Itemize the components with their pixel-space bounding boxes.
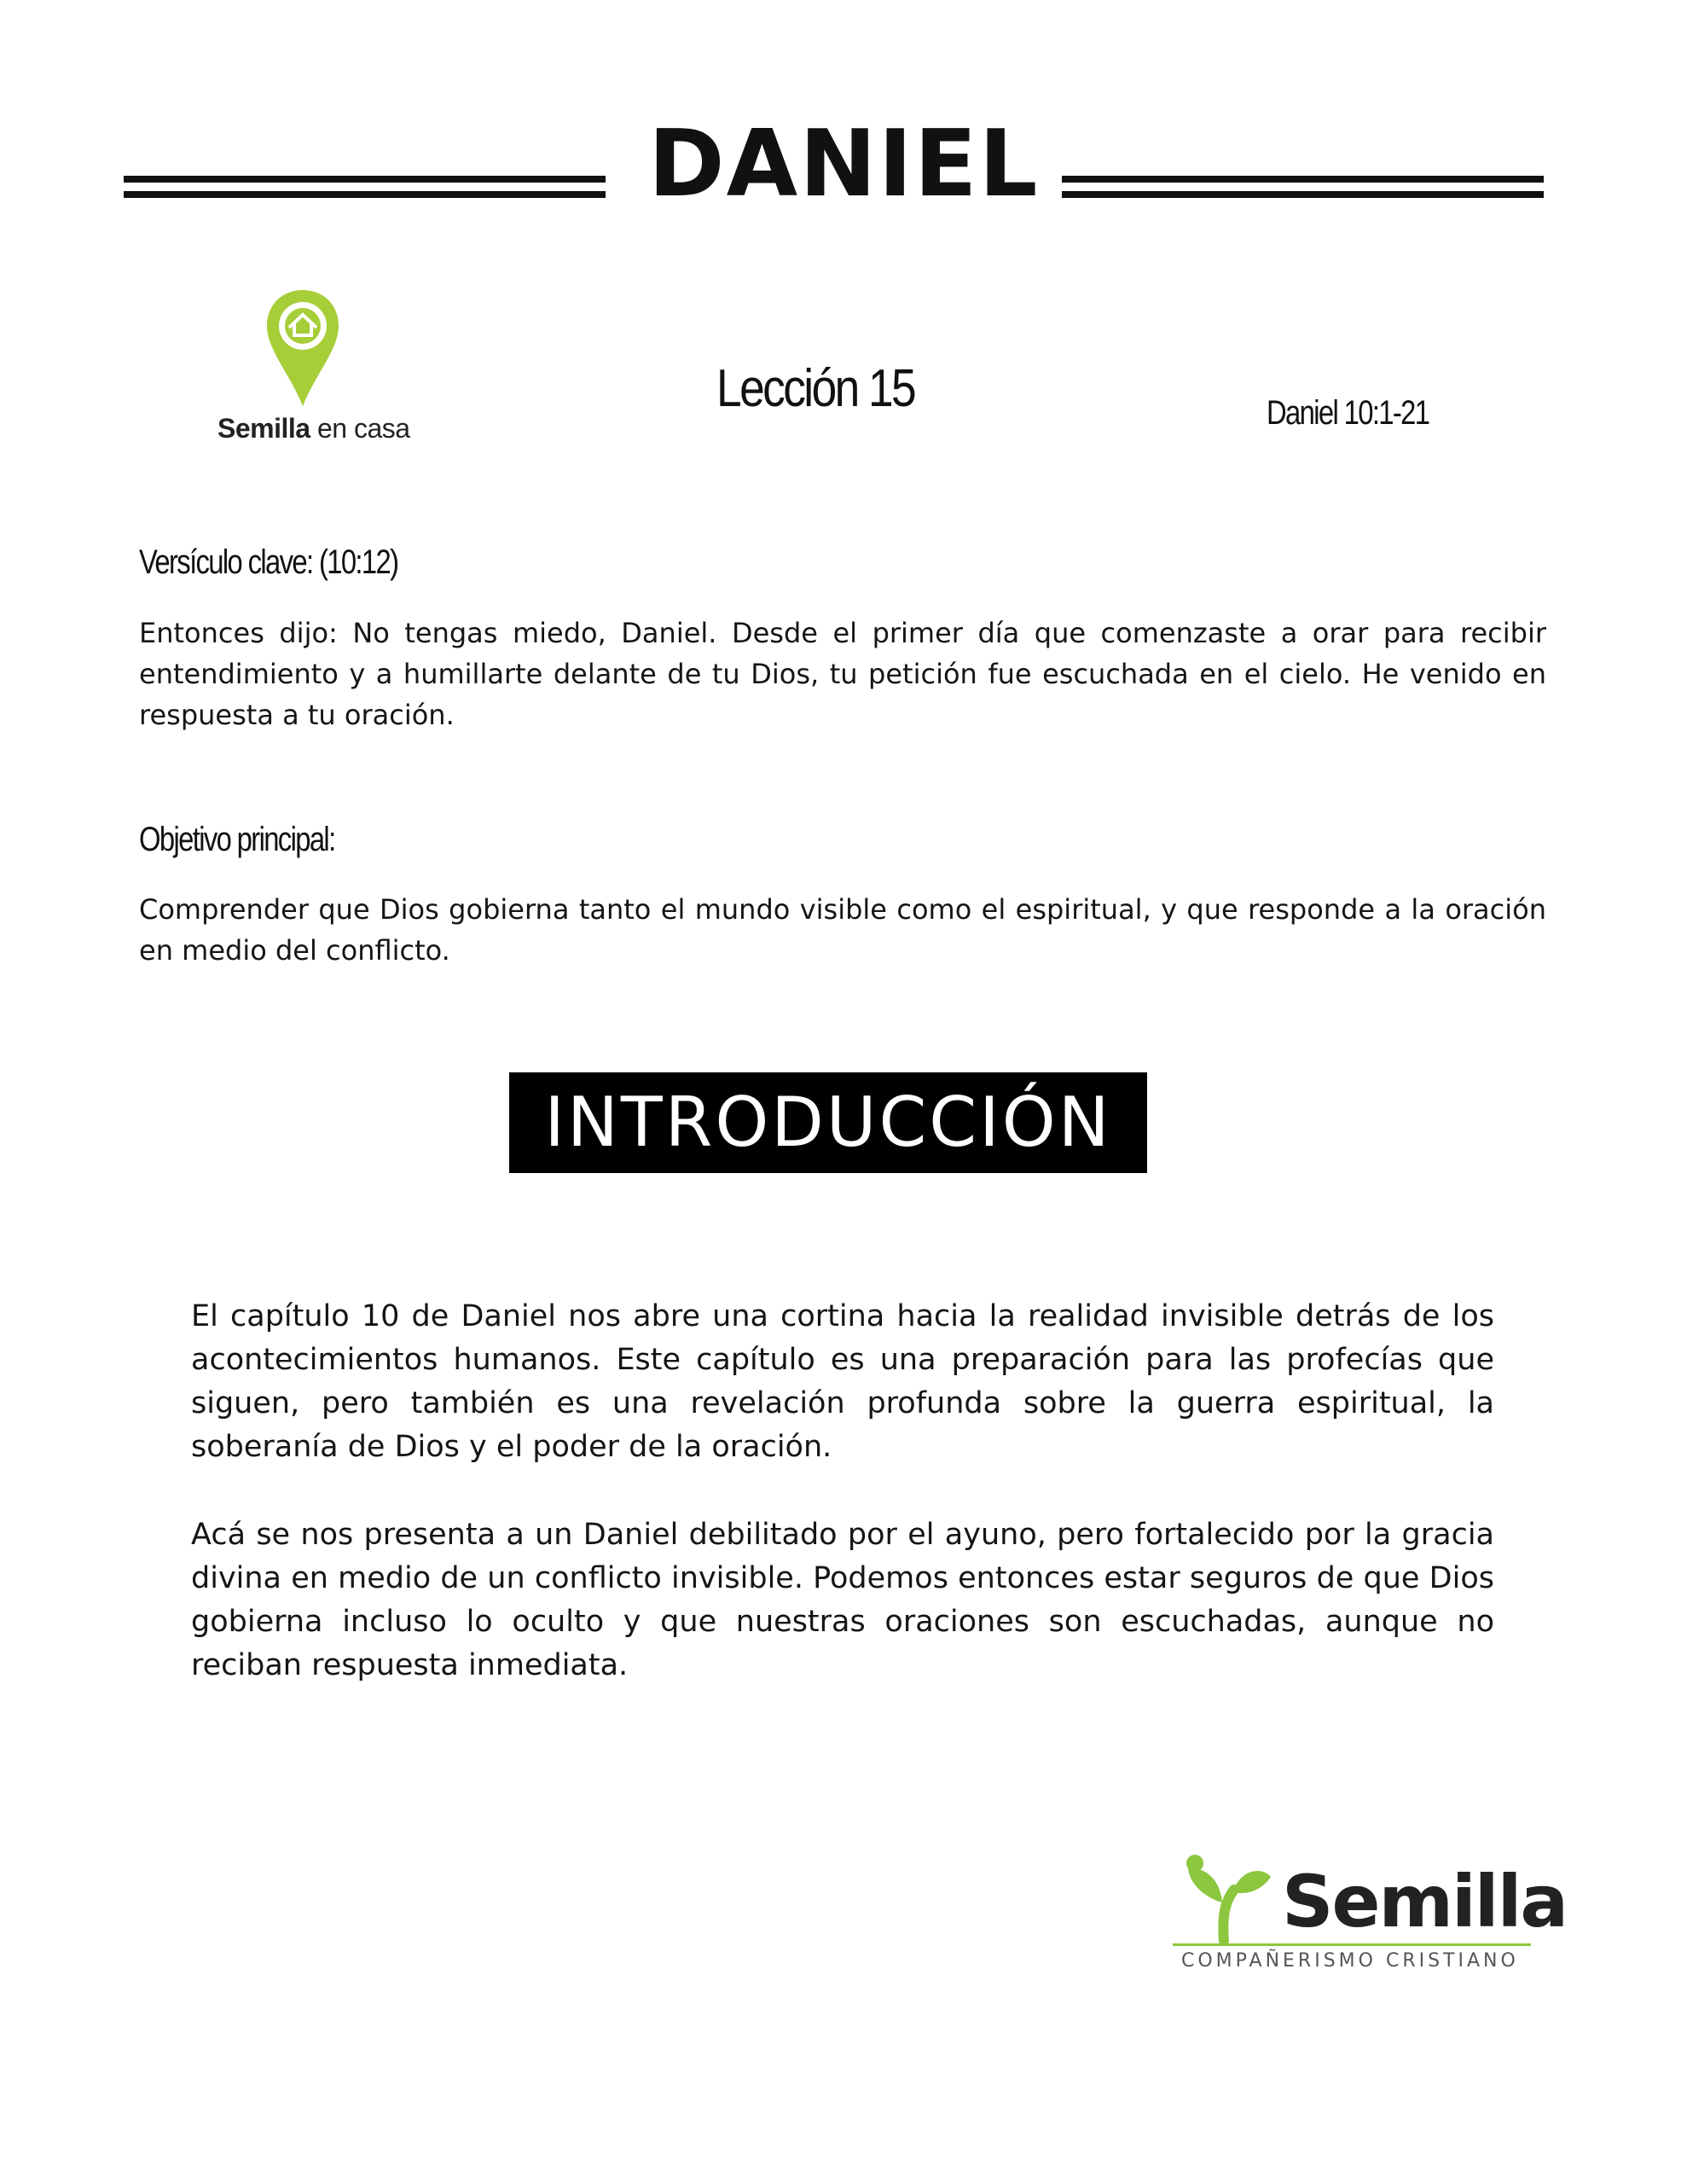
title-rule-right xyxy=(1062,176,1544,198)
objective-heading: Objetivo principal: xyxy=(139,821,335,858)
title-rule-left xyxy=(124,176,606,198)
intro-paragraph-1: El capítulo 10 de Daniel nos abre una cortina hacia la realidad invisible detrás de los acontecimientos humanos. Este capítulo es una preparación para las profecías que siguen, pero también es una revelación profunda sobre la guerra espiritual, la soberanía de Dios y el poder de la oración. xyxy=(191,1299,1494,1464)
logo-tagline: COMPAÑERISMO CRISTIANO xyxy=(1181,1950,1519,1972)
location-pin-home-icon xyxy=(264,288,341,408)
semilla-wordmark: Semilla xyxy=(1282,1860,1568,1943)
sprout-icon xyxy=(1181,1851,1275,1945)
document-title: DANIEL xyxy=(648,111,1040,218)
lesson-number: Lección 15 xyxy=(716,359,915,418)
semilla-en-casa-brand: Semilla en casa xyxy=(217,413,410,444)
key-verse-text: Entonces dijo: No tengas miedo, Daniel. Desde el primer día que comenzaste a orar para recibir entendimiento y a humillarte delante de tu Dios, tu petición fue escuchada en el cielo. He venido en respuesta a tu oración. xyxy=(139,617,1546,731)
key-verse-heading: Versículo clave: (10:12) xyxy=(139,543,398,581)
introduction-banner: INTRODUCCIÓN xyxy=(509,1072,1147,1173)
scripture-reference: Daniel 10:1-21 xyxy=(1267,394,1429,432)
semilla-companerismo-logo xyxy=(1173,1851,1568,1988)
semilla-en-casa-logo xyxy=(217,288,414,444)
objective-text: Comprender que Dios gobierna tanto el mundo visible como el espiritual, y que responde a la oración en medio del conflicto. xyxy=(139,893,1546,967)
intro-paragraph-2: Acá se nos presenta a un Daniel debilitado por el ayuno, pero fortalecido por la gracia divina en medio de un conflicto invisible. Podemos entonces estar seguros de que Dios gobierna incluso lo oculto y que nuestras oraciones son escuchadas, aunque no reciban respuesta inmediata. xyxy=(191,1518,1494,1682)
logo-underline xyxy=(1173,1943,1531,1946)
